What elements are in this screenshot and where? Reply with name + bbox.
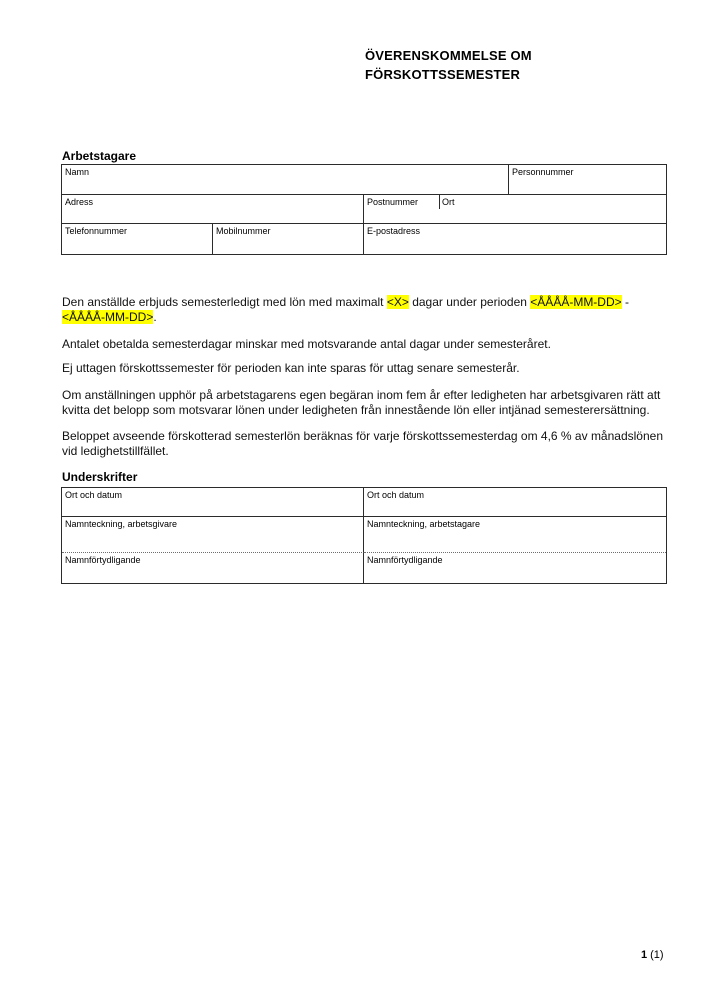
document-title-line2: FÖRSKOTTSSEMESTER (365, 67, 521, 82)
document-title (365, 46, 532, 84)
personal-number-field[interactable] (509, 165, 666, 195)
signatures-table-row2 (62, 517, 666, 553)
employee-table-row3 (62, 224, 666, 254)
employer-name-clarification-field[interactable] (62, 553, 364, 583)
employer-signature-label: Namnteckning, arbetsgivare (65, 519, 178, 529)
signatures-table (61, 487, 667, 584)
employee-details-table (61, 164, 667, 255)
document-title-line1: ÖVERENSKOMMELSE OM (365, 48, 532, 63)
page-number-current: 1 (641, 949, 648, 961)
postal-code-field[interactable] (364, 195, 439, 224)
employee-name-clarification-label: Namnförtydligande (367, 555, 443, 565)
signatures-table-row3 (62, 553, 666, 583)
page-number-total: (1) (650, 949, 664, 961)
offer-text2: dagar under perioden (408, 295, 531, 309)
employee-name-clarification-field[interactable] (364, 553, 666, 583)
employee-signature-label: Namnteckning, arbetstagare (367, 519, 481, 529)
paragraph-no-saving: Ej uttagen förskottssemester för perioden kan inte sparas för uttag senare semesterår. (62, 361, 520, 375)
employee-table-row2 (62, 195, 666, 224)
paragraph-vacation-offer-line1 (62, 295, 664, 310)
paragraph-unpaid-days: Antalet obetalda semesterdagar minskar med motsvarande antal dagar under semesteråret. (62, 337, 551, 351)
employee-place-date-field[interactable] (364, 488, 666, 517)
phone-field[interactable] (62, 224, 213, 254)
offer-text1: Den anställde erbjuds semesterledigt med lön med maximalt (62, 295, 387, 309)
signatures-table-row1 (62, 488, 666, 517)
paragraph-vacation-offer-line2 (62, 310, 664, 325)
employer-name-clarification-label: Namnförtydligande (65, 555, 141, 565)
address-field-label: Adress (65, 197, 94, 207)
employee-section-heading: Arbetstagare (62, 149, 137, 163)
employee-signature-field[interactable] (364, 517, 666, 553)
employer-place-date-field[interactable] (62, 488, 364, 517)
offer-days-placeholder: <X> (386, 295, 409, 309)
paragraph-repayment-line2: kvitta det belopp som motsvarar lönen under ledigheten från innestående lön eller intjänad semesterersättning. (62, 403, 650, 417)
paragraph-vacation-offer (62, 295, 664, 325)
offer-end-date-placeholder: <ÅÅÅÅ-MM-DD> (62, 310, 154, 324)
mobile-field-label: Mobilnummer (216, 226, 271, 236)
employee-table-row1 (62, 165, 666, 195)
name-field-label: Namn (65, 167, 90, 177)
employer-signature-field[interactable] (62, 517, 364, 553)
address-field[interactable] (62, 195, 364, 224)
phone-field-label: Telefonnummer (65, 226, 128, 236)
offer-text4: . (153, 310, 157, 324)
city-field-label: Ort (442, 197, 455, 207)
signatures-section-heading: Underskrifter (62, 470, 138, 484)
paragraph-amount (62, 429, 664, 459)
page-number (641, 949, 664, 961)
paragraph-amount-line1: Beloppet avseende förskotterad semesterlön beräknas för varje förskottssemesterdag om 4,6 % av månadslönen (62, 429, 663, 443)
offer-start-date-placeholder: <ÅÅÅÅ-MM-DD> (530, 295, 622, 309)
employee-place-date-label: Ort och datum (367, 490, 425, 500)
paragraph-amount-line2: vid ledighetstillfället. (62, 444, 169, 458)
employer-place-date-label: Ort och datum (65, 490, 123, 500)
paragraph-repayment-line1: Om anställningen upphör på arbetstagarens egen begäran inom fem år efter ledigheten har arbetsgivaren rätt att (62, 388, 661, 402)
offer-text3: - (621, 295, 629, 309)
paragraph-repayment (62, 388, 664, 418)
email-field-label: E-postadress (367, 226, 421, 236)
personal-number-field-label: Personnummer (512, 167, 574, 177)
postal-code-field-label: Postnummer (367, 197, 419, 207)
email-field[interactable] (364, 224, 666, 254)
city-field[interactable] (439, 195, 666, 224)
mobile-field[interactable] (213, 224, 364, 254)
name-field[interactable] (62, 165, 509, 195)
city-divider-tick (439, 195, 440, 209)
